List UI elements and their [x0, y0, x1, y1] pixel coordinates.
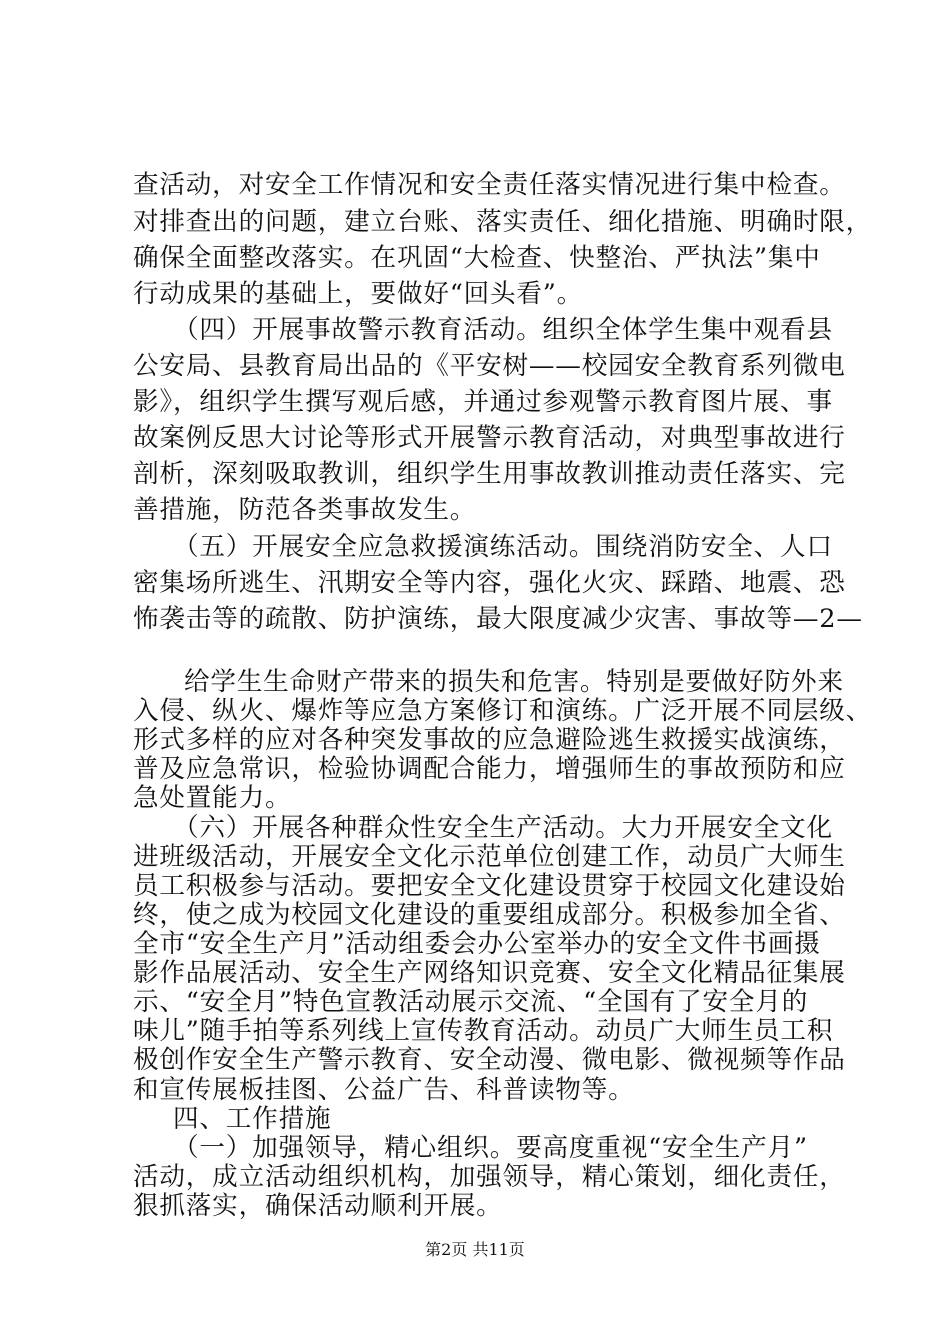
section-heading: 四、工作措施 [173, 1104, 332, 1134]
text-line: 味儿”随手拍等系列线上宣传教育活动。动员广大师生员工积 [133, 1016, 834, 1046]
text-line: 进班级活动，开展安全文化示范单位创建工作，动员广大师生 [133, 842, 846, 872]
text-line: （一）加强领导，精心组织。要高度重视“安全生产月” [173, 1133, 808, 1163]
text-line: 故案例反思大讨论等形式开展警示教育活动，对典型事故进行 [133, 423, 846, 453]
text-line: （六）开展各种群众性安全生产活动。大力开展安全文化 [173, 813, 833, 843]
text-line: 给学生生命财产带来的损失和危害。特别是要做好防外来 [184, 667, 844, 697]
text-line: 极创作安全生产警示教育、安全动漫、微电影、微视频等作品 [133, 1045, 846, 1075]
text-line: 示、“安全月”特色宣教活动展示交流、“全国有了安全月的 [133, 987, 809, 1017]
text-line: 善措施，防范各类事故发生。 [133, 495, 477, 525]
text-line: 普及应急常识，检验协调配合能力，增强师生的事故预防和应 [133, 754, 846, 784]
text-line: 形式多样的应对各种突发事故的应急避险逃生救援实战演练， [133, 725, 846, 755]
text-line: 确保全面整改落实。在巩固“大检查、快整治、严执法”集中 [133, 243, 821, 273]
text-line: 剖析，深刻吸取教训，组织学生用事故教训推动责任落实、完 [133, 459, 846, 489]
text-line: 入侵、纵火、爆炸等应急方案修订和演练。广泛开展不同层级、 [133, 696, 873, 726]
text-line: 怖袭击等的疏散、防护演练，最大限度减少灾害、事故等—2— [133, 604, 863, 634]
text-line: 影作品展活动、安全生产网络知识竞赛、安全文化精品征集展 [133, 958, 846, 988]
text-line: 急处置能力。 [133, 783, 292, 813]
text-line: 狠抓落实，确保活动顺利开展。 [133, 1191, 503, 1221]
text-line: 行动成果的基础上，要做好“回头看”。 [133, 279, 584, 309]
text-line: 员工积极参与活动。要把安全文化建设贯穿于校园文化建设始 [133, 871, 846, 901]
text-line: 公安局、县教育局出品的《平安树——校园安全教育系列微电 [133, 351, 846, 381]
text-line: 全市“安全生产月”活动组委会办公室举办的安全文件书画摄 [133, 929, 821, 959]
text-line: 和宣传展板挂图、公益广告、科普读物等。 [133, 1075, 635, 1105]
text-line: 对排查出的问题，建立台账、落实责任、细化措施、明确时限， [133, 207, 873, 237]
text-line: （四）开展事故警示教育活动。组织全体学生集中观看县 [173, 315, 833, 345]
text-line: 影》，组织学生撰写观后感，并通过参观警示教育图片展、事 [133, 387, 833, 417]
text-line: （五）开展安全应急救援演练活动。围绕消防安全、人口 [173, 532, 833, 562]
text-line: 密集场所逃生、汛期安全等内容，强化火灾、踩踏、地震、恐 [133, 568, 846, 598]
text-line: 终，使之成为校园文化建设的重要组成部分。积极参加全省、 [133, 900, 846, 930]
page-footer: 第2页 共11页 [425, 1240, 525, 1259]
text-line: 活动，成立活动组织机构，加强领导，精心策划，细化责任， [133, 1162, 846, 1192]
text-line: 查活动，对安全工作情况和安全责任落实情况进行集中检查。 [133, 170, 846, 200]
